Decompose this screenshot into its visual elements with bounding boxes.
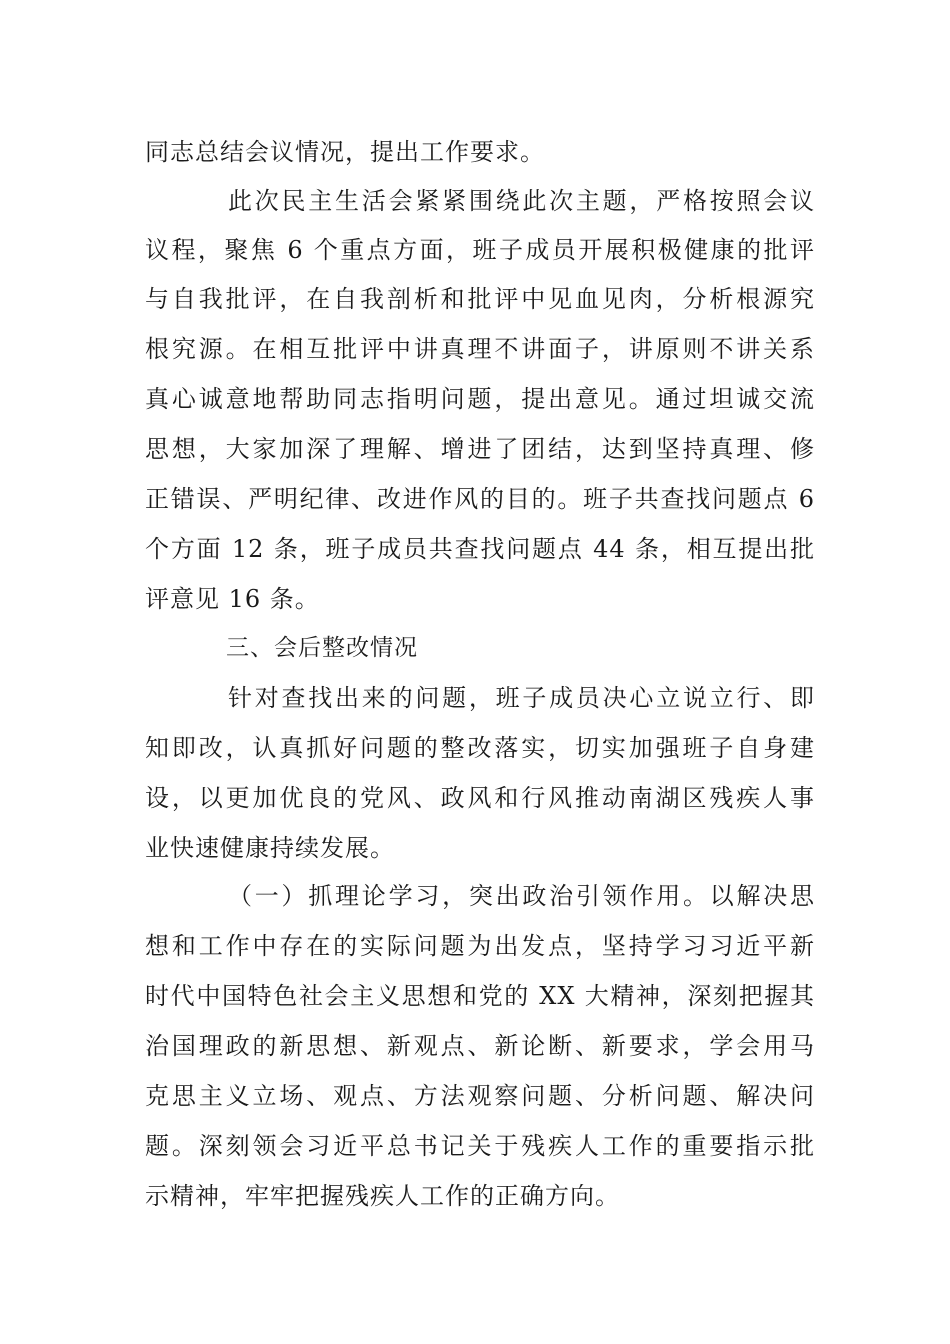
paragraph-first-line: 此次民主生活会紧紧围绕此次主题，严格按照会议 [228,187,815,215]
text-line: 正错误、严明纪律、改进作风的目的。班子共查找问题点 6 [145,485,815,513]
section-heading: 三、会后整改情况 [226,635,418,661]
text-line: 根究源。在相互批评中讲真理不讲面子，讲原则不讲关系 [145,335,815,363]
text-line: 题。深刻领会习近平总书记关于残疾人工作的重要指示批 [145,1132,815,1160]
text-line: 议程，聚焦 6 个重点方面，班子成员开展积极健康的批评 [145,236,815,264]
text-line: 真心诚意地帮助同志指明问题，提出意见。通过坦诚交流 [145,385,815,413]
text-line: 想和工作中存在的实际问题为出发点，坚持学习习近平新 [145,932,815,960]
text-line: 业快速健康持续发展。 [145,834,395,862]
text-line: 同志总结会议情况，提出工作要求。 [145,138,545,166]
paragraph-first-line: 针对查找出来的问题，班子成员决心立说立行、即 [228,684,815,712]
text-line: 评意见 16 条。 [145,585,320,613]
text-line: 知即改，认真抓好问题的整改落实，切实加强班子自身建 [145,734,815,762]
text-line: 个方面 12 条，班子成员共查找问题点 44 条，相互提出批 [145,535,815,563]
paragraph-first-line: （一）抓理论学习，突出政治引领作用。以解决思 [228,882,815,910]
text-line: 思想，大家加深了理解、增进了团结，达到坚持真理、修 [145,435,815,463]
text-line: 治国理政的新思想、新观点、新论断、新要求，学会用马 [145,1032,815,1060]
text-line: 克思主义立场、观点、方法观察问题、分析问题、解决问 [145,1082,815,1110]
text-line: 时代中国特色社会主义思想和党的 XX 大精神，深刻把握其 [145,982,815,1010]
text-line: 与自我批评，在自我剖析和批评中见血见肉，分析根源究 [145,285,815,313]
text-line: 示精神，牢牢把握残疾人工作的正确方向。 [145,1182,620,1210]
text-line: 设，以更加优良的党风、政风和行风推动南湖区残疾人事 [145,784,815,812]
